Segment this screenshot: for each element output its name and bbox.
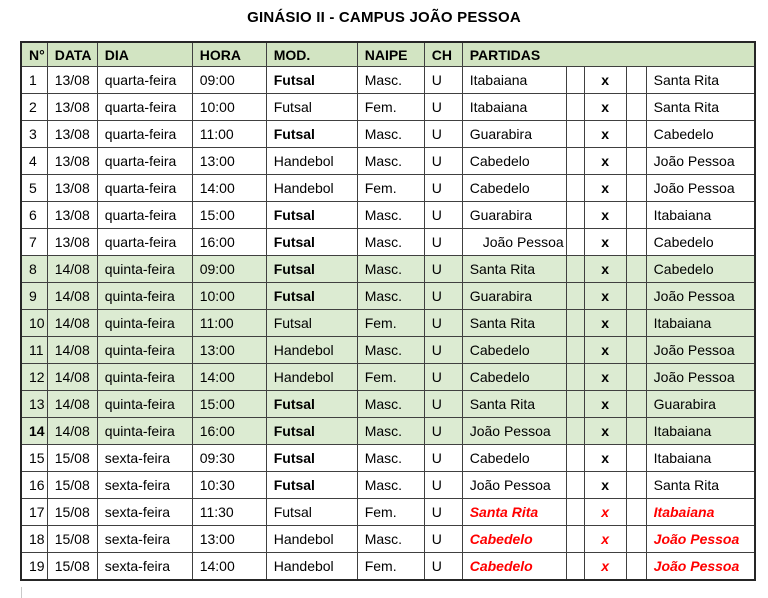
cell-day: quinta-feira [97,391,192,418]
cell-bracket: U [424,472,462,499]
cell-spacer [566,499,584,526]
cell-day: quarta-feira [97,67,192,94]
cell-modality: Handebol [266,364,357,391]
cell-team1: João Pessoa [462,418,566,445]
cell-day: sexta-feira [97,472,192,499]
cell-time: 11:30 [192,499,266,526]
cell-time: 14:00 [192,364,266,391]
cell-team2: Itabaiana [646,310,755,337]
cell-team2: Santa Rita [646,94,755,121]
cell-team2: João Pessoa [646,553,755,581]
cell-num: 4 [21,148,47,175]
column-header-category: NAIPE [357,42,424,67]
cell-team1: Guarabira [462,202,566,229]
cell-spacer [626,256,646,283]
cell-day: quarta-feira [97,229,192,256]
cell-date: 15/08 [47,526,97,553]
cell-time: 13:00 [192,526,266,553]
cell-spacer [626,148,646,175]
cell-spacer [626,94,646,121]
cell-bracket: U [424,337,462,364]
cell-team1: Cabedelo [462,364,566,391]
cell-bracket: U [424,256,462,283]
schedule-row [21,121,755,148]
cell-team1: Santa Rita [462,310,566,337]
cell-date: 14/08 [47,364,97,391]
cell-num: 15 [21,445,47,472]
cell-modality: Handebol [266,175,357,202]
cell-bracket: U [424,229,462,256]
cell-category: Masc. [357,418,424,445]
cell-spacer [566,310,584,337]
cell-category: Fem. [357,499,424,526]
cell-modality: Handebol [266,337,357,364]
cell-x: x [584,121,626,148]
cell-time: 09:00 [192,256,266,283]
cell-team2: Cabedelo [646,121,755,148]
cell-team2: João Pessoa [646,148,755,175]
table-header-row [21,42,755,67]
cell-modality: Futsal [266,229,357,256]
cell-num: 5 [21,175,47,202]
cell-team2: Santa Rita [646,67,755,94]
cell-day: quarta-feira [97,175,192,202]
column-header-time: HORA [192,42,266,67]
schedule-row [21,202,755,229]
cell-category: Masc. [357,202,424,229]
cell-team2: João Pessoa [646,526,755,553]
cell-modality: Handebol [266,553,357,581]
cell-modality: Futsal [266,121,357,148]
cell-time: 13:00 [192,337,266,364]
schedule-row [21,67,755,94]
cell-x: x [584,148,626,175]
column-header-matches: PARTIDAS [462,42,755,67]
cell-team2: Cabedelo [646,229,755,256]
schedule-row [21,445,755,472]
cell-modality: Futsal [266,391,357,418]
cell-team1: João Pessoa [462,472,566,499]
cell-modality: Handebol [266,148,357,175]
cell-modality: Futsal [266,67,357,94]
cell-modality: Futsal [266,499,357,526]
cell-day: quinta-feira [97,256,192,283]
cell-day: quinta-feira [97,283,192,310]
cell-team2: João Pessoa [646,175,755,202]
cell-day: sexta-feira [97,553,192,581]
cell-spacer [626,202,646,229]
cell-spacer [566,175,584,202]
cell-day: sexta-feira [97,526,192,553]
cell-team2: João Pessoa [646,283,755,310]
cell-time: 10:30 [192,472,266,499]
cell-x: x [584,94,626,121]
schedule-row [21,256,755,283]
cell-x: x [584,418,626,445]
cell-x: x [584,553,626,581]
cell-spacer [626,553,646,581]
cell-spacer [566,202,584,229]
cell-x: x [584,310,626,337]
cell-spacer [566,283,584,310]
cell-num: 3 [21,121,47,148]
cell-category: Masc. [357,391,424,418]
cell-team2: Guarabira [646,391,755,418]
cell-date: 14/08 [47,337,97,364]
cell-spacer [566,364,584,391]
cell-bracket: U [424,418,462,445]
cell-date: 15/08 [47,499,97,526]
cell-num: 12 [21,364,47,391]
cell-num: 6 [21,202,47,229]
cell-bracket: U [424,121,462,148]
schedule-row [21,472,755,499]
cell-category: Fem. [357,364,424,391]
cell-x: x [584,67,626,94]
cell-category: Masc. [357,526,424,553]
cell-team2: João Pessoa [646,337,755,364]
cell-bracket: U [424,553,462,581]
cell-x: x [584,256,626,283]
gridline-artifact [21,587,22,598]
cell-category: Masc. [357,67,424,94]
cell-x: x [584,202,626,229]
cell-team1: João Pessoa [462,229,566,256]
cell-date: 13/08 [47,229,97,256]
schedule-row [21,283,755,310]
cell-category: Fem. [357,94,424,121]
cell-team2: Itabaiana [646,202,755,229]
cell-bracket: U [424,391,462,418]
cell-date: 14/08 [47,256,97,283]
cell-time: 11:00 [192,121,266,148]
column-header-date: DATA [47,42,97,67]
cell-x: x [584,499,626,526]
cell-day: quarta-feira [97,148,192,175]
cell-team1: Cabedelo [462,148,566,175]
cell-date: 13/08 [47,202,97,229]
schedule-row [21,418,755,445]
cell-spacer [626,175,646,202]
cell-bracket: U [424,445,462,472]
cell-team1: Cabedelo [462,175,566,202]
cell-bracket: U [424,148,462,175]
cell-team1: Guarabira [462,121,566,148]
cell-x: x [584,175,626,202]
cell-x: x [584,283,626,310]
cell-date: 13/08 [47,94,97,121]
cell-time: 09:30 [192,445,266,472]
cell-num: 9 [21,283,47,310]
cell-x: x [584,445,626,472]
cell-spacer [566,553,584,581]
schedule-row [21,391,755,418]
cell-team2: Itabaiana [646,418,755,445]
cell-category: Fem. [357,310,424,337]
cell-team1: Santa Rita [462,256,566,283]
cell-spacer [566,391,584,418]
cell-date: 13/08 [47,148,97,175]
cell-x: x [584,526,626,553]
cell-x: x [584,472,626,499]
cell-team2: João Pessoa [646,364,755,391]
cell-x: x [584,229,626,256]
cell-time: 16:00 [192,418,266,445]
cell-bracket: U [424,283,462,310]
cell-team1: Santa Rita [462,391,566,418]
cell-spacer [626,418,646,445]
schedule-row [21,553,755,581]
cell-date: 14/08 [47,283,97,310]
cell-num: 17 [21,499,47,526]
cell-spacer [566,229,584,256]
cell-bracket: U [424,67,462,94]
cell-team1: Cabedelo [462,526,566,553]
schedule-row [21,499,755,526]
cell-num: 2 [21,94,47,121]
cell-spacer [626,391,646,418]
cell-spacer [626,121,646,148]
cell-x: x [584,337,626,364]
cell-num: 13 [21,391,47,418]
cell-team2: Itabaiana [646,445,755,472]
cell-date: 14/08 [47,391,97,418]
cell-spacer [566,256,584,283]
page-title: GINÁSIO II - CAMPUS JOÃO PESSOA [247,9,521,26]
cell-team1: Cabedelo [462,553,566,581]
cell-category: Masc. [357,337,424,364]
cell-modality: Futsal [266,94,357,121]
cell-spacer [626,445,646,472]
cell-day: quarta-feira [97,94,192,121]
cell-date: 15/08 [47,472,97,499]
cell-num: 1 [21,67,47,94]
cell-spacer [566,418,584,445]
schedule-table-body [21,67,755,581]
cell-num: 14 [21,418,47,445]
cell-num: 8 [21,256,47,283]
cell-time: 15:00 [192,391,266,418]
schedule-row [21,337,755,364]
cell-team1: Cabedelo [462,337,566,364]
cell-spacer [626,337,646,364]
cell-bracket: U [424,310,462,337]
cell-date: 13/08 [47,67,97,94]
cell-spacer [626,499,646,526]
cell-spacer [566,121,584,148]
cell-bracket: U [424,94,462,121]
cell-time: 14:00 [192,553,266,581]
schedule-row [21,526,755,553]
cell-time: 10:00 [192,283,266,310]
cell-team1: Itabaiana [462,94,566,121]
cell-time: 11:00 [192,310,266,337]
cell-date: 14/08 [47,310,97,337]
cell-day: quinta-feira [97,364,192,391]
cell-day: sexta-feira [97,445,192,472]
schedule-row [21,94,755,121]
schedule-row [21,364,755,391]
cell-num: 19 [21,553,47,581]
cell-spacer [626,472,646,499]
column-header-bracket: CH [424,42,462,67]
cell-date: 13/08 [47,175,97,202]
cell-modality: Futsal [266,202,357,229]
cell-spacer [626,526,646,553]
cell-category: Masc. [357,445,424,472]
cell-time: 10:00 [192,94,266,121]
cell-x: x [584,364,626,391]
cell-spacer [566,445,584,472]
cell-spacer [626,229,646,256]
cell-day: quarta-feira [97,121,192,148]
cell-category: Masc. [357,229,424,256]
cell-category: Fem. [357,175,424,202]
cell-time: 14:00 [192,175,266,202]
cell-bracket: U [424,202,462,229]
cell-team1: Guarabira [462,283,566,310]
cell-category: Masc. [357,148,424,175]
schedule-row [21,229,755,256]
cell-team1: Cabedelo [462,445,566,472]
cell-category: Masc. [357,121,424,148]
cell-modality: Futsal [266,256,357,283]
cell-spacer [626,310,646,337]
cell-num: 11 [21,337,47,364]
cell-num: 16 [21,472,47,499]
cell-team1: Itabaiana [462,67,566,94]
cell-day: sexta-feira [97,499,192,526]
cell-category: Masc. [357,472,424,499]
cell-spacer [566,472,584,499]
cell-modality: Handebol [266,526,357,553]
schedule-row [21,310,755,337]
cell-category: Masc. [357,256,424,283]
cell-x: x [584,391,626,418]
cell-spacer [566,94,584,121]
column-header-num: N° [21,42,47,67]
cell-modality: Futsal [266,418,357,445]
cell-num: 10 [21,310,47,337]
cell-category: Masc. [357,283,424,310]
cell-date: 15/08 [47,553,97,581]
cell-date: 14/08 [47,418,97,445]
cell-modality: Futsal [266,283,357,310]
cell-num: 18 [21,526,47,553]
cell-team2: Santa Rita [646,472,755,499]
column-header-modality: MOD. [266,42,357,67]
cell-bracket: U [424,364,462,391]
cell-date: 15/08 [47,445,97,472]
cell-time: 09:00 [192,67,266,94]
cell-day: quinta-feira [97,337,192,364]
cell-team1: Santa Rita [462,499,566,526]
cell-spacer [566,148,584,175]
cell-category: Fem. [357,553,424,581]
cell-spacer [566,337,584,364]
cell-modality: Futsal [266,310,357,337]
cell-bracket: U [424,526,462,553]
cell-time: 15:00 [192,202,266,229]
cell-spacer [626,283,646,310]
cell-spacer [626,67,646,94]
cell-day: quinta-feira [97,310,192,337]
cell-time: 13:00 [192,148,266,175]
column-header-day: DIA [97,42,192,67]
cell-num: 7 [21,229,47,256]
cell-time: 16:00 [192,229,266,256]
cell-bracket: U [424,499,462,526]
cell-day: quarta-feira [97,202,192,229]
cell-bracket: U [424,175,462,202]
schedule-row [21,175,755,202]
schedule-table [20,41,756,581]
schedule-row [21,148,755,175]
cell-spacer [566,526,584,553]
cell-team2: Itabaiana [646,499,755,526]
cell-date: 13/08 [47,121,97,148]
cell-spacer [566,67,584,94]
cell-modality: Futsal [266,445,357,472]
cell-day: quinta-feira [97,418,192,445]
cell-spacer [626,364,646,391]
cell-team2: Cabedelo [646,256,755,283]
cell-modality: Futsal [266,472,357,499]
